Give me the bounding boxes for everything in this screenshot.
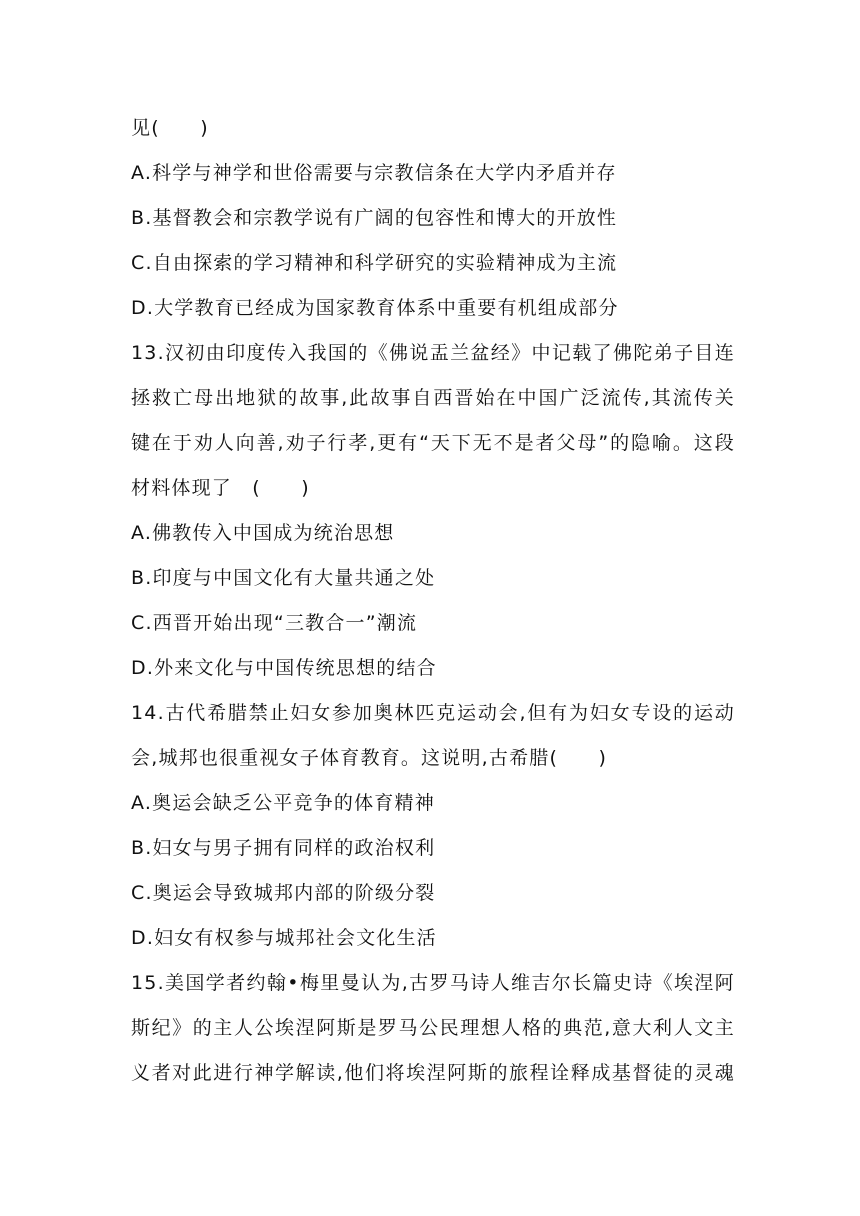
q13-option-a: A.佛教传入中国成为统治思想 xyxy=(131,522,395,544)
q13-option-b: B.印度与中国文化有大量共通之处 xyxy=(131,567,436,589)
q14-option-d: D.妇女有权参与城邦社会文化生活 xyxy=(131,927,437,949)
q12-option-d: D.大学教育已经成为国家教育体系中重要有机组成部分 xyxy=(131,297,619,319)
q14-option-c: C.奥运会导致城邦内部的阶级分裂 xyxy=(131,882,436,904)
q14-option-b: B.妇女与男子拥有同样的政治权利 xyxy=(131,837,436,859)
q12-stem-end: 见( ) xyxy=(131,117,209,139)
q14-stem-line-1: 14.古代希腊禁止妇女参加奥林匹克运动会,但有为妇女专设的运动 xyxy=(131,702,735,724)
q12-option-b: B.基督教会和宗教学说有广阔的包容性和博大的开放性 xyxy=(131,207,618,229)
q15-stem-line-1: 15.美国学者约翰•梅里曼认为,古罗马诗人维吉尔长篇史诗《埃涅阿 xyxy=(131,972,735,994)
q13-stem-line-4: 材料体现了 ( ) xyxy=(131,477,310,499)
q15-stem-line-2: 斯纪》的主人公埃涅阿斯是罗马公民理想人格的典范,意大利人文主 xyxy=(131,1017,735,1039)
q14-option-a: A.奥运会缺乏公平竞争的体育精神 xyxy=(131,792,435,814)
q14-stem-line-2: 会,城邦也很重视女子体育教育。这说明,古希腊( ) xyxy=(131,747,608,769)
q15-stem-line-3: 义者对此进行神学解读,他们将埃涅阿斯的旅程诠释成基督徒的灵魂 xyxy=(131,1062,735,1084)
q13-stem-line-2: 拯救亡母出地狱的故事,此故事自西晋始在中国广泛流传,其流传关 xyxy=(131,387,735,409)
q13-stem-line-3: 键在于劝人向善,劝子行孝,更有“天下无不是者父母”的隐喻。这段 xyxy=(131,432,735,454)
q12-option-a: A.科学与神学和世俗需要与宗教信条在大学内矛盾并存 xyxy=(131,162,617,184)
q13-option-d: D.外来文化与中国传统思想的结合 xyxy=(131,657,437,679)
q12-option-c: C.自由探索的学习精神和科学研究的实验精神成为主流 xyxy=(131,252,618,274)
q13-stem-line-1: 13.汉初由印度传入我国的《佛说盂兰盆经》中记载了佛陀弟子目连 xyxy=(131,342,735,364)
q13-option-c: C.西晋开始出现“三教合一”潮流 xyxy=(131,612,418,634)
